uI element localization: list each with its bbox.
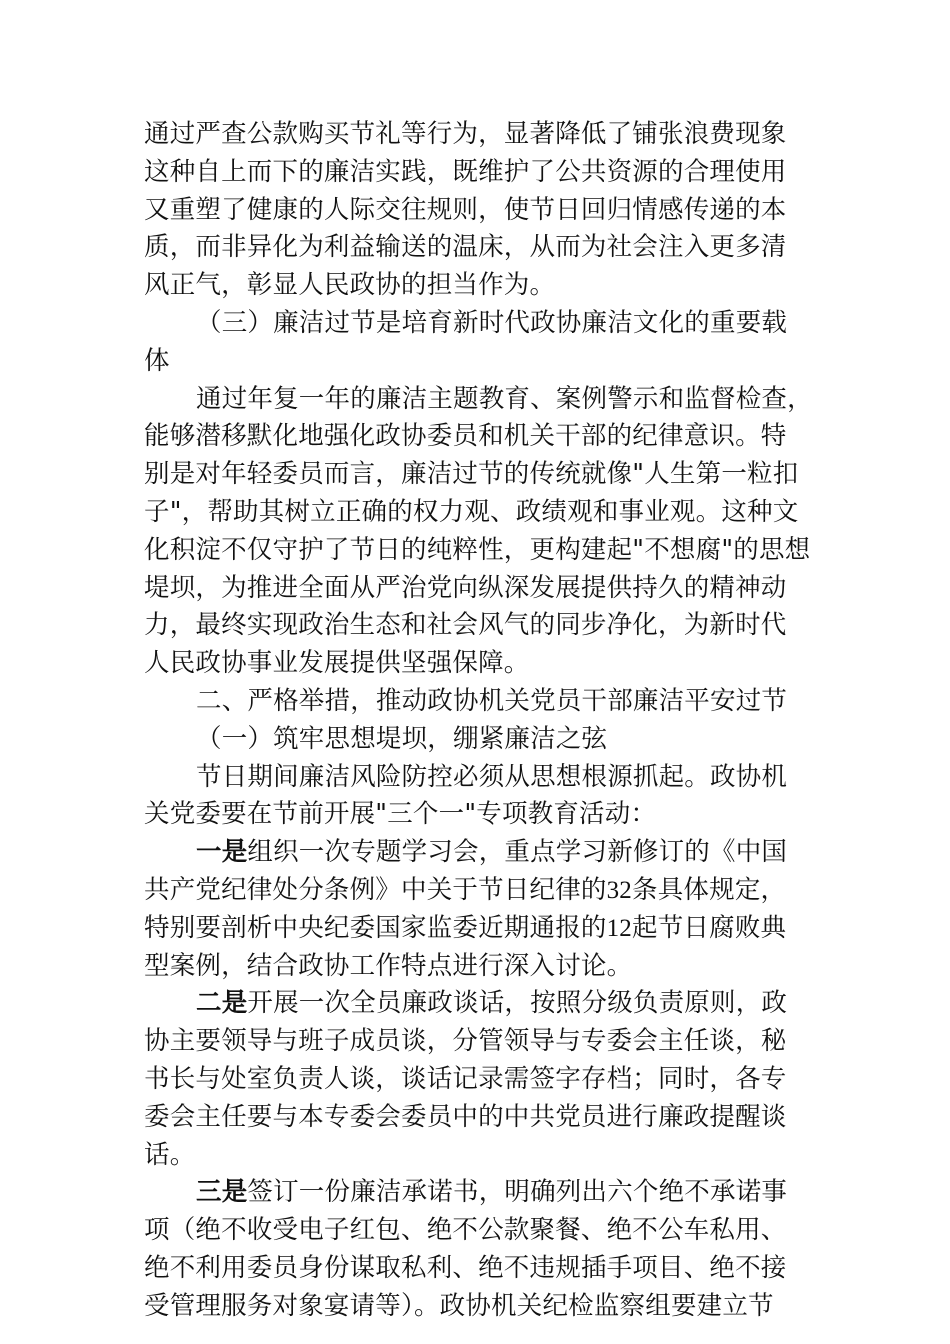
number-12: 12 <box>606 914 633 942</box>
text-line: 话。 <box>144 1139 196 1170</box>
measure-item-2 <box>144 985 816 1174</box>
text-line: 质，而非异化为利益输送的温床，从而为社会注入更多清 <box>144 232 787 263</box>
text-line: 堤坝，为推进全面从严治党向纵深发展提供持久的精神动 <box>144 572 787 603</box>
heading-line: （三）廉洁过节是培育新时代政协廉洁文化的重要载 <box>196 307 788 338</box>
text-segment: 条具体规定， <box>632 874 787 905</box>
text-line <box>144 834 816 872</box>
text-line: 型案例，结合政协工作特点进行深入讨论。 <box>144 950 633 981</box>
text-line: 人民政协事业发展提供坚强保障。 <box>144 648 530 679</box>
subheading-clean-culture <box>144 305 816 381</box>
measure-lead: 二是 <box>196 988 248 1019</box>
text-line: 节日期间廉洁风险防控必须从思想根源抓起。政协机 <box>196 761 788 792</box>
text-line: 项（绝不收受电子红包、绝不公款聚餐、绝不公车私用、 <box>144 1215 787 1246</box>
text-line: 别是对年轻委员而言，廉洁过节的传统就像"人生第一粒扣 <box>144 459 799 490</box>
measure-text: 开展一次全员廉政谈话，按照分级负责原则，政 <box>247 988 788 1019</box>
text-line <box>144 985 816 1023</box>
measure-lead: 三是 <box>196 1177 248 1208</box>
text-line: 通过严查公款购买节礼等行为，显著降低了铺张浪费现象 <box>144 119 787 149</box>
measure-text: 组织一次专题学习会，重点学习新修订的《中国 <box>247 837 788 868</box>
text-line: 协主要领导与班子成员谈，分管领导与专委会主任谈，秘 <box>144 1026 787 1057</box>
heading-line: 体 <box>144 345 170 376</box>
text-line: 又重塑了健康的人际交往规则，使节日回归情感传递的本 <box>144 194 787 225</box>
text-line: 通过年复一年的廉洁主题教育、案例警示和监督检查， <box>196 383 813 414</box>
text-line: 能够潜移默化地强化政协委员和机关干部的纪律意识。特 <box>144 421 787 452</box>
document-body <box>144 116 816 1326</box>
text-line: 力，最终实现政治生态和社会风气的同步净化，为新时代 <box>144 610 787 641</box>
measure-lead: 一是 <box>196 837 248 868</box>
measure-item-3 <box>144 1174 816 1325</box>
paragraph-annual-education <box>144 381 816 683</box>
text-segment: 特别要剖析中央纪委国家监委近期通报的 <box>144 912 607 943</box>
text-line: 这种自上而下的廉洁实践，既维护了公共资源的合理使用 <box>144 156 787 187</box>
text-line: 子"，帮助其树立正确的权力观、政绩观和事业观。这种文 <box>144 496 799 527</box>
text-line <box>144 872 816 910</box>
section-title: 二、严格举措，推动政协机关党员干部廉洁平安过节 <box>196 685 788 716</box>
text-line <box>144 1174 816 1212</box>
text-line: 关党委要在节前开展"三个一"专项教育活动： <box>144 799 657 830</box>
text-line: 受管理服务对象宴请等）。政协机关纪检监察组要建立节 <box>144 1290 774 1321</box>
text-segment: 共产党纪律处分条例》中关于节日纪律的 <box>144 874 607 905</box>
subsection-title: （一）筑牢思想堤坝，绷紧廉洁之弦 <box>196 723 608 754</box>
paragraph-thought-prevention <box>144 759 816 835</box>
text-line: 风正气，彰显人民政协的担当作为。 <box>144 270 556 301</box>
text-line: 书长与处室负责人谈，谈话记录需签字存档；同时，各专 <box>144 1063 787 1094</box>
text-line <box>144 910 816 948</box>
paragraph-public-funds-effect <box>144 116 816 305</box>
measure-item-1 <box>144 834 816 985</box>
text-line: 绝不利用委员身份谋取私利、绝不违规插手项目、绝不接 <box>144 1252 787 1283</box>
text-line: 化积淀不仅守护了节日的纯粹性，更构建起"不想腐"的思想 <box>144 534 811 565</box>
text-line: 委会主任要与本专委会委员中的中共党员进行廉政提醒谈 <box>144 1101 787 1132</box>
text-segment: 起节日腐败典 <box>632 912 787 943</box>
measure-text: 签订一份廉洁承诺书，明确列出六个绝不承诺事 <box>247 1177 788 1208</box>
number-32: 32 <box>606 876 633 904</box>
